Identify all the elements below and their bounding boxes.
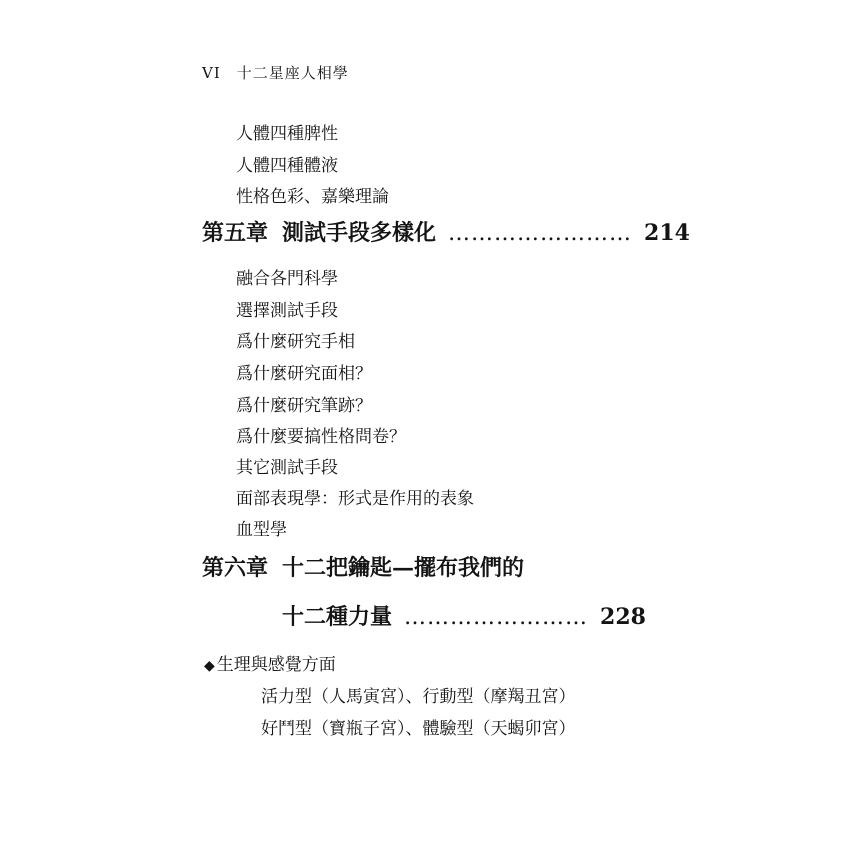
chapter-5-heading [202,220,690,247]
toc-item: 融合各門科學 [236,269,338,289]
toc-item: 血型學 [236,520,287,540]
toc-item: 選擇測試手段 [236,301,338,321]
running-head [202,62,349,83]
toc-item: 面部表現學：形式是作用的表象 [236,489,474,509]
chapter-title-line2: 十二種力量 [282,604,393,630]
chapter-title: 測試手段多樣化 [282,220,437,246]
toc-item: 人體四種脾性 [236,124,338,144]
chapter-6-heading [202,555,524,581]
section-title: 生理與感覺方面 [216,655,336,675]
chapter-6-heading-continued [282,604,646,631]
dot-leader: …………………… [404,605,589,630]
toc-item: 爲什麼要搞性格問卷？ [236,427,406,447]
book-title: 十二星座人相學 [236,64,349,82]
section-heading [204,655,336,676]
toc-item: 爲什麼研究面相？ [236,364,372,384]
toc-item: 爲什麼研究手相 [236,332,355,352]
toc-item: 其它測試手段 [236,458,338,478]
toc-item: 好鬥型（寶瓶子宮）、體驗型（天蝎卯宮） [261,719,576,739]
toc-item: 人體四種體液 [236,156,338,176]
chapter-title-line1: 十二把鑰匙—擺布我們的 [282,555,525,581]
diamond-bullet-icon: ◆ [204,658,215,674]
chapter-page-number: 214 [644,220,690,246]
page-number: VI [202,64,221,82]
toc-item: 性格色彩、嘉樂理論 [236,187,389,207]
toc-item: 活力型（人馬寅宮）、行動型（摩羯丑宮） [261,687,576,707]
chapter-label: 第六章 [202,555,269,581]
dot-leader: …………………… [448,221,633,246]
toc-item: 爲什麼研究筆跡？ [236,396,372,416]
chapter-label: 第五章 [202,220,269,246]
chapter-page-number: 228 [600,604,646,630]
